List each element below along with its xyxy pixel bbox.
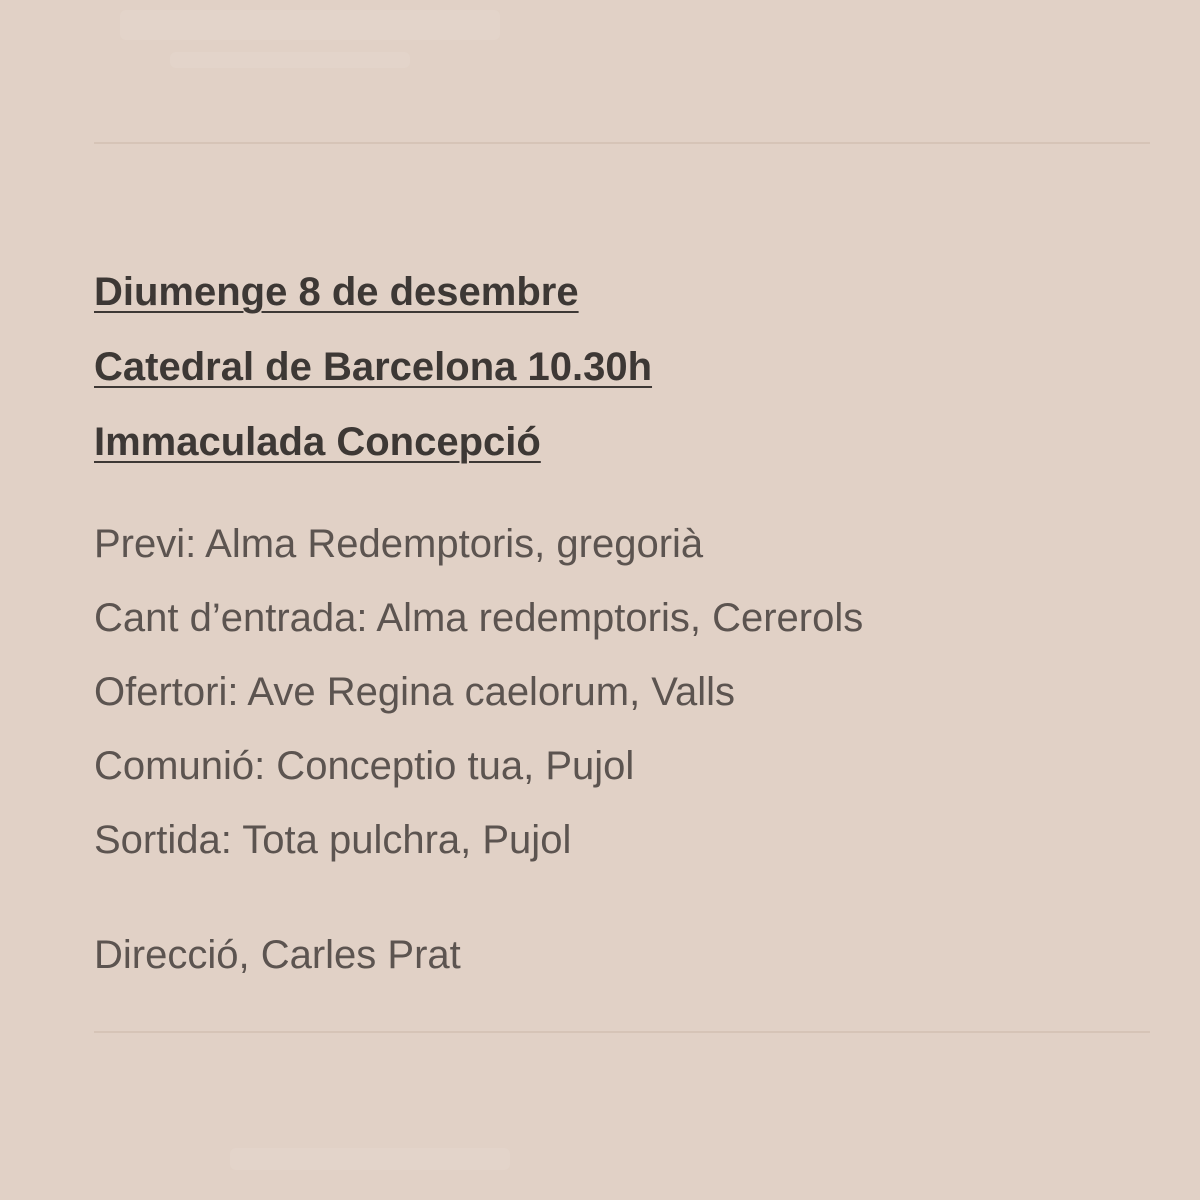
program-item-previ: Previ: Alma Redemptoris, gregorià <box>94 522 704 566</box>
music-program <box>94 507 863 877</box>
event-place-time: Catedral de Barcelona 10.30h <box>94 345 653 389</box>
conductor-credit: Direcció, Carles Prat <box>94 933 461 977</box>
top-divider <box>94 142 1150 144</box>
program-item-sortida: Sortida: Tota pulchra, Pujol <box>94 818 572 862</box>
program-item-entrada: Cant d’entrada: Alma redemptoris, Cererols <box>94 596 864 640</box>
faded-footer-text <box>230 1148 510 1170</box>
faded-header-subtext <box>170 52 410 68</box>
faded-header-text <box>120 10 500 40</box>
event-feast: Immaculada Concepció <box>94 420 541 464</box>
program-item-comunio: Comunió: Conceptio tua, Pujol <box>94 744 635 788</box>
program-item-ofertori: Ofertori: Ave Regina caelorum, Valls <box>94 670 736 714</box>
bottom-divider <box>94 1031 1150 1033</box>
event-heading <box>94 255 652 480</box>
event-date: Diumenge 8 de desembre <box>94 270 579 314</box>
